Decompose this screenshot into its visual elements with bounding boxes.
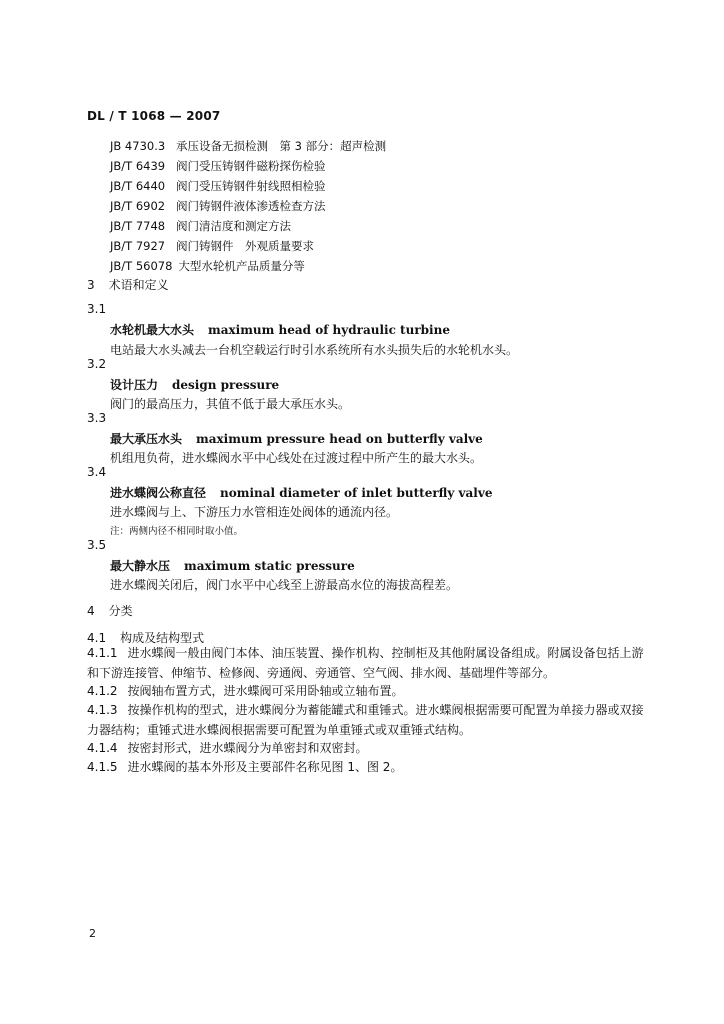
section-title: 术语和定义 [108,278,169,292]
clause-paragraph [87,643,647,683]
term-number: 3.1 [87,302,107,316]
reference-item [110,236,386,256]
reference-item [110,136,386,156]
term-heading [110,376,279,393]
reference-item [110,156,386,176]
section-heading-4 [87,602,133,619]
section-number: 4 [87,604,95,618]
term-en: design pressure [172,378,280,392]
clause-text: 进水蝶阀一般由阀门本体、油压装置、操作机构、控制柜及其他附属设备组成。附属设备包括上游和下游连接管、伸缩节、检修阀、旁通阀、旁通管、空气阀、排水阀、基础埋件等部分。 [87,646,644,680]
reference-item [110,256,386,276]
term-en: maximum static pressure [184,559,355,573]
clause-number: 4.1.4 [87,741,118,755]
reference-title: 大型水轮机产品质量分等 [178,259,305,273]
reference-title: 阀门铸钢件 外观质量要求 [176,239,314,253]
reference-title: 阀门受压铸钢件磁粉探伤检验 [176,159,326,173]
term-heading [110,484,492,501]
term-zh: 设计压力 [110,378,159,392]
section-heading-3 [87,276,169,293]
term-en: maximum pressure head on butterfly valve [196,432,483,446]
term-heading [110,321,450,338]
term-zh: 最大承压水头 [110,432,183,446]
term-zh: 水轮机最大水头 [110,323,195,337]
term-definition: 电站最大水头减去一台机空载运行时引水系统所有水头损失后的水轮机水头。 [110,343,519,357]
clause-text: 进水蝶阀的基本外形及主要部件名称见图 1、图 2。 [127,760,403,774]
reference-item [110,216,386,236]
clause-number: 4.1.1 [87,646,118,660]
term-zh: 最大静水压 [110,559,171,573]
reference-item [110,176,386,196]
term-en: nominal diameter of inlet butterfly valve [220,486,493,500]
term-zh: 进水蝶阀公称直径 [110,486,207,500]
term-definition: 进水蝶阀与上、下游压力水管相连处阀体的通流内径。 [110,505,399,519]
term-heading [110,557,355,574]
clause-number: 4.1.2 [87,684,118,698]
clause-paragraph [87,738,647,758]
term-en: maximum head of hydraulic turbine [208,323,450,337]
clause-number: 4.1.3 [87,703,118,717]
reference-title: 阀门受压铸钢件射线照相检验 [176,179,326,193]
clause-paragraph [87,700,647,740]
reference-code: JB/T 6439 [110,159,166,173]
term-number: 3.3 [87,411,107,425]
clause-number: 4.1.5 [87,760,118,774]
subsection-number: 4.1 [87,631,107,645]
reference-title: 承压设备无损检测 第 3 部分：超声检测 [176,139,387,153]
section-title: 分类 [108,604,133,618]
reference-title: 阀门铸钢件液体渗透检查方法 [176,199,326,213]
term-heading [110,430,483,447]
term-definition: 进水蝶阀关闭后，阀门水平中心线至上游最高水位的海拔高程差。 [110,578,459,592]
clause-paragraph [87,757,647,777]
reference-title: 阀门清洁度和测定方法 [176,219,291,233]
term-number: 3.4 [87,465,107,479]
normative-references-list [110,136,386,276]
reference-code: JB/T 56078 [110,259,173,273]
reference-code: JB 4730.3 [110,139,166,153]
term-definition: 阀门的最高压力，其值不低于最大承压水头。 [110,397,351,411]
term-definition: 机组甩负荷，进水蝶阀水平中心线处在过渡过程中所产生的最大水头。 [110,451,483,465]
term-number: 3.5 [87,538,107,552]
reference-item [110,196,386,216]
reference-code: JB/T 6902 [110,199,166,213]
page-number: 2 [89,927,96,940]
standard-header: DL / T 1068 — 2007 [87,109,221,123]
clause-text: 按密封形式，进水蝶阀分为单密封和双密封。 [127,741,368,755]
reference-code: JB/T 7748 [110,219,166,233]
term-note: 注：两侧内径不相同时取小值。 [110,526,244,537]
reference-code: JB/T 6440 [110,179,166,193]
clause-text: 按操作机构的型式，进水蝶阀分为蓄能罐式和重锤式。进水蝶阀根据需要可配置为单接力器或双接力器结构；重锤式进水蝶阀根据需要可配置为单重锤式或双重锤式结构。 [87,703,644,737]
section-number: 3 [87,278,95,292]
subsection-title: 构成及结构型式 [120,631,205,645]
clause-paragraph [87,681,647,701]
reference-code: JB/T 7927 [110,239,166,253]
term-number: 3.2 [87,357,107,371]
clause-text: 按阀轴布置方式，进水蝶阀可采用卧轴或立轴布置。 [127,684,404,698]
